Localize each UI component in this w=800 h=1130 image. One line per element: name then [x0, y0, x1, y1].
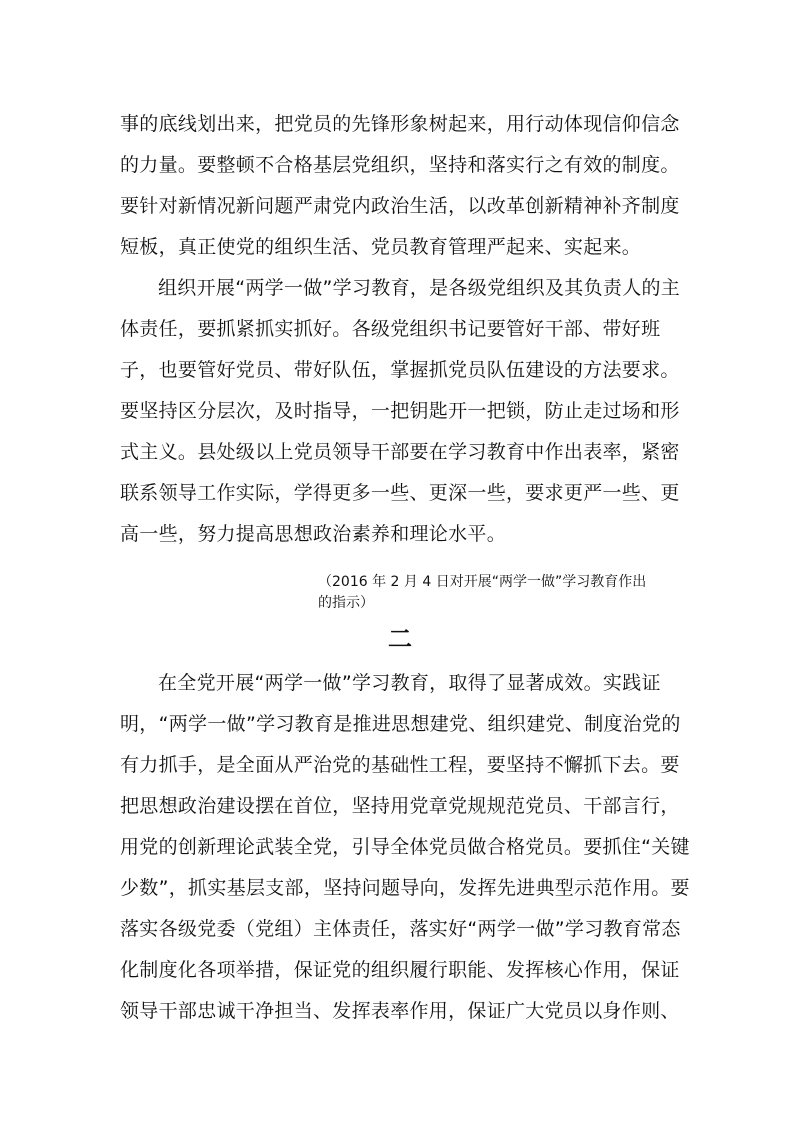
paragraph-3-line: 有力抓手，是全面从严治党的基础性工程，要坚持不懈抓下去。要: [120, 754, 680, 776]
source-caption-line: （2016 年 2 月 4 日对开展“两学一做”学习教育作出: [318, 574, 647, 590]
paragraph-3-line: 明，“两学一做”学习教育是推进思想建党、组织建党、制度治党的: [120, 713, 681, 735]
paragraph-3-line: 领导干部忠诚干净担当、发挥表率作用，保证广大党员以身作则、: [120, 1000, 680, 1022]
paragraph-2-line: 体责任，要抓紧抓实抓好。各级党组织书记要管好干部、带好班: [120, 318, 661, 340]
paragraph-2-line: 高一些，努力提高思想政治素养和理论水平。: [120, 523, 507, 545]
paragraph-1-line: 短板，真正使党的组织生活、党员教育管理严起来、实起来。: [120, 236, 642, 258]
paragraph-2-line: 式主义。县处级以上党员领导干部要在学习教育中作出表率，紧密: [120, 441, 680, 463]
source-caption-line: 的指示）: [318, 595, 374, 611]
paragraph-3-line: 化制度化各项举措，保证党的组织履行职能、发挥核心作用，保证: [120, 959, 680, 981]
paragraph-2-line: 联系领导工作实际，学得更多一些、更深一些，要求更严一些、更: [120, 482, 680, 504]
paragraph-3-line: 少数”，抓实基层支部，坚持问题导向，发挥先进典型示范作用。要: [120, 877, 690, 899]
paragraph-2-line: 要坚持区分层次，及时指导，一把钥匙开一把锁，防止走过场和形: [120, 400, 680, 422]
paragraph-1-line: 的力量。要整顿不合格基层党组织，坚持和落实行之有效的制度。: [120, 154, 680, 176]
section-number: 二: [388, 625, 412, 653]
paragraph-2-line: 子，也要管好党员、带好队伍，掌握抓党员队伍建设的方法要求。: [120, 359, 680, 381]
paragraph-3-line: 用党的创新理论武装全党，引导全体党员做合格党员。要抓住“关键: [120, 836, 690, 858]
paragraph-2-line: 组织开展“两学一做”学习教育，是各级党组织及其负责人的主: [158, 277, 681, 299]
paragraph-3-line: 把思想政治建设摆在首位，坚持用党章党规规范党员、干部言行，: [120, 795, 680, 817]
paragraph-3-line: 落实各级党委（党组）主体责任，落实好“两学一做”学习教育常态: [120, 918, 681, 940]
paragraph-1-line: 事的底线划出来，把党员的先锋形象树起来，用行动体现信仰信念: [120, 113, 680, 135]
paragraph-1-line: 要针对新情况新问题严肃党内政治生活，以改革创新精神补齐制度: [120, 195, 680, 217]
paragraph-3-line: 在全党开展“两学一做”学习教育，取得了显著成效。实践证: [158, 672, 661, 694]
